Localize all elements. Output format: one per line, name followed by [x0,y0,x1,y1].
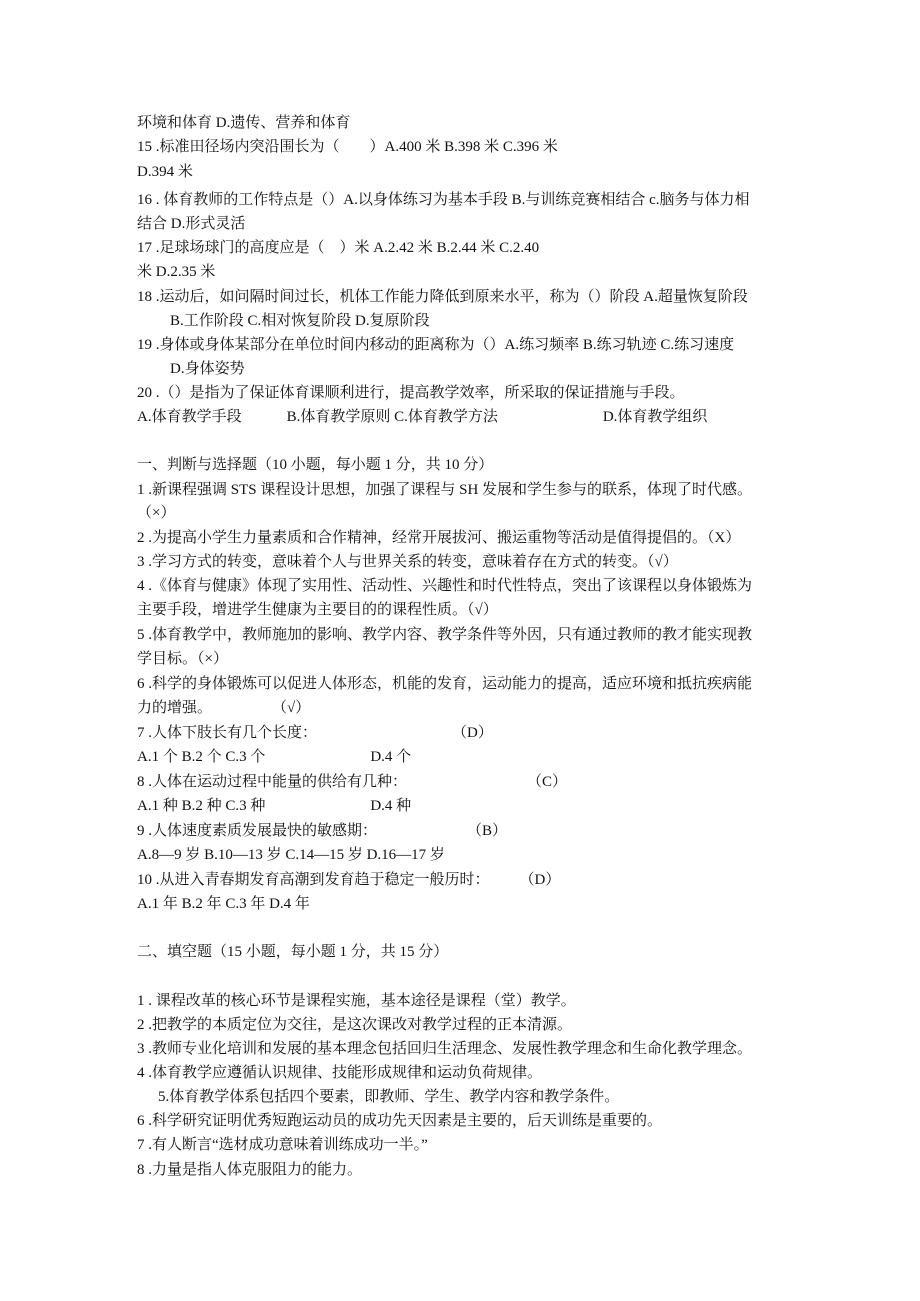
question-line: （×） [137,505,176,521]
question-line: 2 .把教学的本质定位为交往，是这次课改对教学过程的正本清源。 [137,1017,573,1033]
question-line: 2 .为提高小学生力量素质和合作精神，经常开展拔河、搬运重物等活动是值得提倡的。（X） [137,530,741,546]
question-line: 6 .科学研究证明优秀短跑运动员的成功先天因素是主要的，后天训练是重要的。 [137,1113,663,1129]
question-line: 1 .新课程强调 STS 课程设计思想，加强了课程与 SH 发展和学生参与的联系，体现了时代感。 [137,482,753,498]
section-heading: 一、判断与选择题（10 小题，每小题 1 分，共 10 分） [137,457,494,473]
question-line: 17 .足球场球门的高度应是（ ）米 A.2.42 米 B.2.44 米 C.2.40 [137,240,540,256]
question-line: A.1 年 B.2 年 C.3 年 D.4 年 [137,896,310,912]
question-line: A.1 种 B.2 种 C.3 种 D.4 种 [137,798,412,814]
question-line: 5 .体育教学中，教师施加的影响、教学内容、教学条件等外因，只有通过教师的教才能实现教 [137,627,753,643]
question-line: 16 . 体育教师的工作特点是（）A.以身体练习为基本手段 B.与训练竞赛相结合 c.脑务与体力相 [137,192,750,208]
question-line: 3 .学习方式的转变，意味着个人与世界关系的转变，意味着存在方式的转变。（√） [137,554,678,570]
question-line: 10 .从进入青春期发育高潮到发育趋于稳定一般历时： （D） [137,872,561,888]
question-line: 6 .科学的身体锻炼可以促进人体形态，机能的发育，运动能力的提高，适应环境和抵抗疾病能 [137,676,753,692]
question-line: A.8—9 岁 B.10—13 岁 C.14—15 岁 D.16—17 岁 [137,847,445,863]
question-line: A.1 个 B.2 个 C.3 个 D.4 个 [137,749,412,765]
question-line: 米 D.2.35 米 [137,264,216,280]
question-line: D.身体姿势 [170,361,245,377]
question-line: 9 .人体速度素质发展最快的敏感期： （B） [137,823,508,839]
question-line: 19 .身体或身体某部分在单位时间内移动的距离称为（）A.练习频率 B.练习轨迹 C.练习速度 [137,337,735,353]
question-line: 4 .体育教学应遵循认识规律、技能形成规律和运动负荷规律。 [137,1065,543,1081]
question-line: 5.体育教学体系包括四个要素，即教师、学生、教学内容和教学条件。 [158,1089,620,1105]
question-line: 8 .人体在运动过程中能量的供给有几种： （C） [137,774,568,790]
question-line: 3 .教师专业化培训和发展的基本理念包括回归生活理念、发展性教学理念和生命化教学理念。 [137,1041,753,1057]
question-line: 18 .运动后，如问隔时间过长，机体工作能力降低到原来水平，称为（）阶段 A.超量恢复阶段 [137,289,748,305]
question-line: 20 .（）是指为了保证体育课顺利进行，提高教学效率，所采取的保证措施与手段。 [137,385,685,401]
question-line: A.体育教学手段 B.体育教学原则 C.体育教学方法 D.体育教学组织 [137,409,708,425]
question-line: 力的增强。 （√） [137,700,311,716]
question-line: D.394 米 [137,164,193,180]
question-line: 8 .力量是指人体克服阻力的能力。 [137,1162,363,1178]
question-line: 环境和体育 D.遗传、营养和体育 [137,115,351,131]
section-heading: 二、填空题（15 小题，每小题 1 分，共 15 分） [137,944,449,960]
question-line: 1 . 课程改革的核心环节是课程实施，基本途径是课程（堂）教学。 [137,993,576,1009]
question-line: 4 .《体育与健康》体现了实用性、活动性、兴趣性和时代性特点，突出了该课程以身体锻炼为 [137,578,753,594]
question-line: 结合 D.形式灵活 [137,216,246,232]
question-line: 7 .人体下肢长有几个长度： （D） [137,725,493,741]
question-line: 学目标。（×） [137,651,228,667]
question-line: B.工作阶段 C.相对恢复阶段 D.复原阶段 [170,313,430,329]
question-line: 7 .有人断言“选材成功意味着训练成功一半。” [137,1137,428,1153]
question-line: 15 .标准田径场内突沿围长为（ ）A.400 米 B.398 米 C.396 米 [137,139,558,155]
question-line: 主要手段，增进学生健康为主要目的的课程性质。（√） [137,602,498,618]
